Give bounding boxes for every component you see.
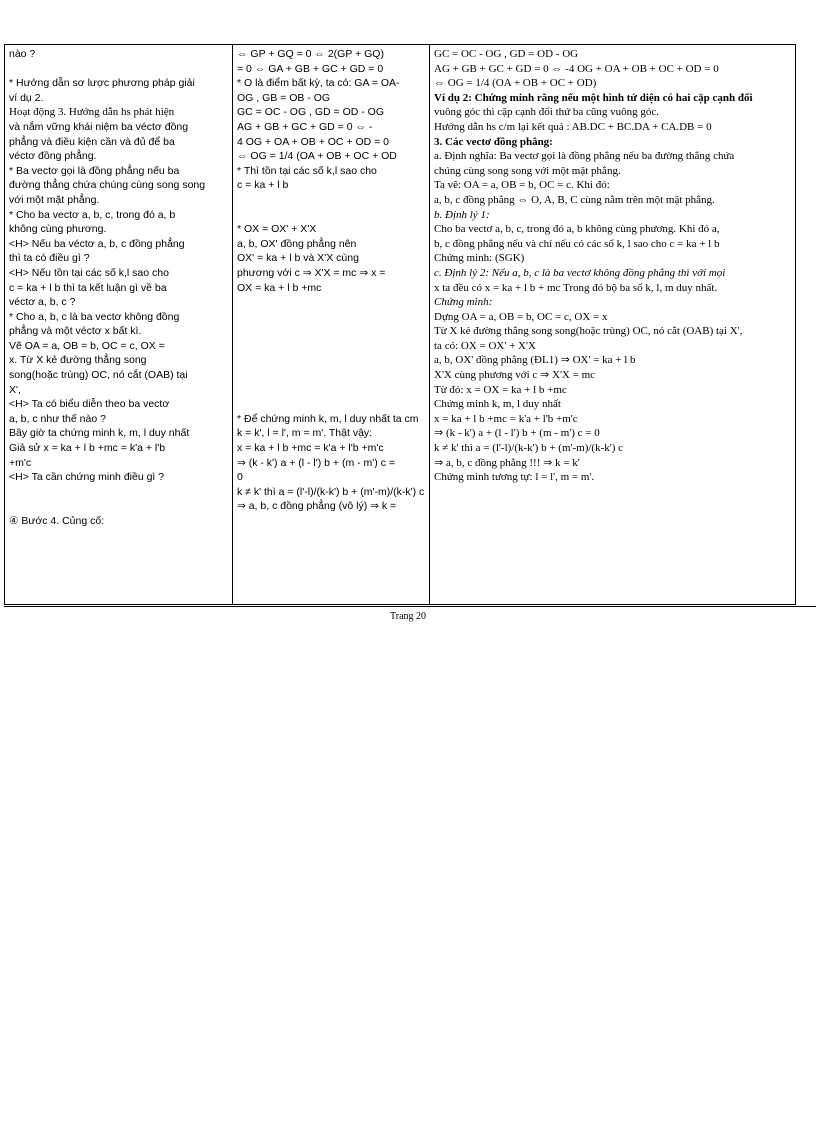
col1-line: <H> Nếu ba véctơ a, b, c đồng phẳng — [9, 237, 185, 250]
col3-line: a, b, c đồng phẳng ⇔ O, A, B, C cùng nằm trên một mặt phẳng. — [434, 193, 715, 206]
col1-line: Vẽ OA = a, OB = b, OC = c, OX = — [9, 339, 165, 352]
col3-line: ⇒ (k - k') a + (l - l') b + (m - m') c = 0 — [434, 427, 600, 440]
col3-line: x = ka + l b +mc = k'a + l'b +m'c — [434, 412, 578, 425]
col3-line: 3. Các vectơ đồng phẳng: — [434, 135, 553, 148]
col3-line: Chứng minh: — [434, 296, 493, 309]
col1-line: ví dụ 2. — [9, 91, 44, 104]
col2-line: * O là điểm bất kỳ, ta có: GA = OA- — [237, 77, 400, 90]
col3-line: chúng cùng song song với một mặt phẳng. — [434, 164, 621, 177]
col1-line: * Cho ba vectơ a, b, c, trong đó a, b — [9, 208, 176, 221]
col2-line: ⇔ GP + GQ = 0 ⇔ 2(GP + GQ) — [237, 48, 384, 60]
col2-line — [237, 397, 425, 412]
col1-line: song(hoặc trùng) OC, nó cắt (OAB) tại — [9, 369, 188, 382]
col1-line: với một mặt phẳng. — [9, 193, 100, 206]
col2-line: k ≠ k' thì a = (l'-l)/(k-k') b + (m'-m)/(k-k') c — [237, 485, 425, 498]
col1-line: * Cho a, b, c là ba vectơ không đồng — [9, 310, 180, 323]
col1-line: c = ka + l b thì ta kết luận gì về ba — [9, 281, 167, 294]
col3-line: c. Định lý 2: Nếu a, b, c là ba vectơ không đồng phẳng thì với mọi — [434, 266, 726, 279]
student-activity-column — [233, 45, 430, 604]
col1-line: <H> Ta có biểu diễn theo ba vectơ — [9, 398, 170, 411]
col2-line: OX' = ka + l b và X'X cùng — [237, 252, 359, 265]
col1-line: thì ta có điều gì ? — [9, 252, 90, 265]
col2-line: k = k', l = l', m = m'. Thật vậy: — [237, 427, 373, 440]
col1-line: <H> Nếu tồn tại các số k,l sao cho — [9, 266, 169, 279]
col2-line: ⇒ a, b, c đồng phẳng (vô lý) ⇒ k = — [237, 500, 397, 513]
col2-line: OG , GB = OB - OG — [237, 91, 331, 104]
content-column — [430, 45, 795, 604]
col2-line: phương với c ⇒ X'X = mc ⇒ x = — [237, 266, 386, 279]
col2-line — [237, 353, 425, 368]
col1-line: véctơ đồng phẳng. — [9, 150, 97, 163]
teacher-activity-column — [5, 45, 233, 604]
col3-line: Từ đó: x = OX = ka + l b +mc — [434, 383, 567, 396]
col1-line: a, b, c như thế nào ? — [9, 412, 106, 425]
col3-line: GC = OC - OG , GD = OD - OG — [434, 48, 579, 60]
col1-line — [9, 62, 228, 77]
col2-line — [237, 193, 425, 208]
col1-line: ④ Bước 4. Củng cố: — [9, 515, 105, 527]
col2-line: 0 — [237, 471, 243, 484]
col2-line — [237, 310, 425, 325]
col2-line: = 0 ⇔ GA + GB + GC + GD = 0 — [237, 62, 384, 75]
col1-line: đường thẳng chứa chúng cùng song song — [9, 179, 206, 192]
footer-rule — [4, 606, 816, 607]
col2-line — [237, 295, 425, 310]
col3-line: vuông góc thì cặp cạnh đối thứ ba cũng vuông góc. — [434, 106, 659, 119]
col2-line: * OX = OX' + X'X — [237, 223, 317, 236]
lesson-table — [4, 44, 796, 605]
col2-line — [237, 383, 425, 398]
col3-line: Chứng minh tương tự: l = l', m = m'. — [434, 471, 595, 484]
col2-line: 4 OG + OA + OB + OC + OD = 0 — [237, 135, 390, 148]
col1-line: và nắm vững khái niệm ba véctơ đồng — [9, 120, 189, 133]
col3-line: b. Định lý 1: — [434, 208, 490, 221]
col2-line: GC = OC - OG , GD = OD - OG — [237, 106, 385, 119]
col2-line — [237, 208, 425, 223]
col1-line: X', — [9, 383, 21, 396]
col1-line: véctơ a, b, c ? — [9, 296, 76, 309]
col3-line: a, b, OX' đồng phẳng (ĐL1) ⇒ OX' = ka + l b — [434, 354, 636, 367]
col3-line: ⇒ a, b, c đồng phẳng !!! ⇒ k = k' — [434, 456, 580, 469]
col1-line: * Ba vectơ gọi là đồng phẳng nếu ba — [9, 164, 180, 177]
col2-line — [237, 324, 425, 339]
col3-line: Cho ba vectơ a, b, c, trong đó a, b không cùng phương. Khi đó a, — [434, 223, 720, 236]
col1-line — [9, 499, 228, 514]
col3-line: x ta đều có x = ka + l b + mc Trong đó bộ ba số k, l, m duy nhất. — [434, 281, 718, 294]
col1-line: +m'c — [9, 456, 32, 469]
col1-line: Bây giờ ta chứng minh k, m, l duy nhất — [9, 427, 190, 440]
col2-line: x = ka + l b +mc = k'a + l'b +m'c — [237, 442, 384, 455]
col2-line — [237, 339, 425, 354]
col3-line: Ví dụ 2: Chứng minh rằng nếu một hình tứ diện có hai cặp cạnh đối — [434, 91, 753, 104]
col3-line: AG + GB + GC + GD = 0 ⇔ -4 OG + OA + OB + OC + OD = 0 — [434, 62, 719, 75]
col3-line: a. Định nghĩa: Ba vectơ gọi là đồng phẳng nếu ba đường thẳng chứa — [434, 150, 735, 163]
col1-line: <H> Ta cần chứng minh điều gì ? — [9, 471, 165, 484]
col1-line: nào ? — [9, 48, 36, 60]
col2-line: ⇒ (k - k') a + (l - l') b + (m - m') c = — [237, 456, 396, 469]
col3-line: Ta vẽ: OA = a, OB = b, OC = c. Khi đó: — [434, 179, 610, 192]
col1-line: Giả sử x = ka + l b +mc = k'a + l'b — [9, 442, 166, 455]
col2-line: AG + GB + GC + GD = 0 ⇔ - — [237, 120, 373, 133]
col3-line: Hướng dẫn hs c/m lại kết quả : AB.DC + BC.DA + CA.DB = 0 — [434, 120, 712, 133]
col3-line: b, c đồng phẳng nếu và chỉ nếu có các số k, l sao cho c = ka + l b — [434, 237, 720, 250]
col2-line: * Thì tồn tại các số k,l sao cho — [237, 164, 377, 177]
col3-line: Chứng minh: (SGK) — [434, 252, 525, 265]
col3-line: Dựng OA = a, OB = b, OC = c, OX = x — [434, 310, 608, 323]
col3-line: Từ X kẻ đường thẳng song song(hoặc trùng) OC, nó cắt (OAB) tại X', — [434, 325, 743, 338]
page-number: Trang 20 — [389, 611, 427, 622]
col2-line: OX = ka + l b +mc — [237, 281, 322, 294]
col2-line: a, b, OX' đồng phẳng nên — [237, 237, 357, 250]
col3-line: ta có: OX = OX' + X'X — [434, 339, 536, 352]
col2-line: * Để chứng minh k, m, l duy nhất ta cm — [237, 412, 419, 425]
col3-line: ⇔ OG = 1/4 (OA + OB + OC + OD) — [434, 77, 597, 90]
col3-line: Chứng minh k, m, l duy nhất — [434, 398, 561, 411]
col1-line: phẳng và điều kiện cần và đủ để ba — [9, 135, 175, 148]
col2-line — [237, 368, 425, 383]
col1-line: không cùng phương. — [9, 223, 107, 236]
col1-line: x. Từ X kẻ đường thẳng song — [9, 354, 147, 367]
col1-line: Hoạt động 3. Hướng dẫn hs phát hiện — [9, 106, 175, 119]
col1-line: phẳng và một véctơ x bất kì. — [9, 325, 142, 338]
col2-line: ⇔ OG = 1/4 (OA + OB + OC + OD — [237, 150, 397, 163]
col1-line — [9, 485, 228, 500]
col3-line: X'X cùng phương với c ⇒ X'X = mc — [434, 369, 596, 382]
col2-line: c = ka + l b — [237, 179, 289, 192]
col1-line: * Hướng dẫn sơ lược phương pháp giải — [9, 77, 195, 90]
col3-line: k ≠ k' thì a = (l'-l)/(k-k') b + (m'-m)/(k-k') c — [434, 442, 624, 455]
